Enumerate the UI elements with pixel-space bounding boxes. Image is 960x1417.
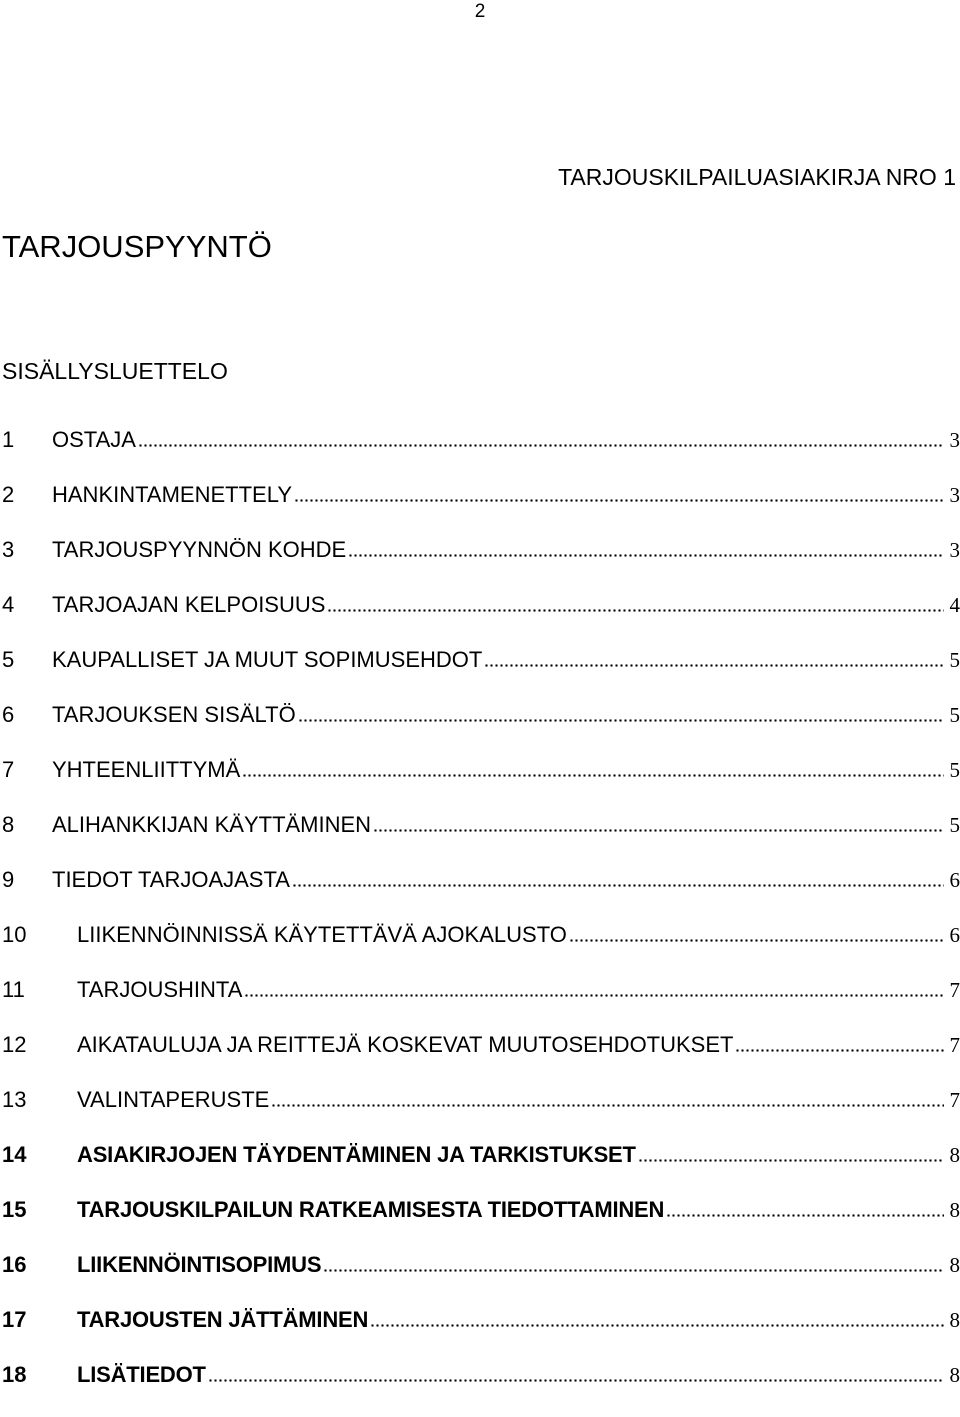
- toc-entry-number: 3: [2, 537, 52, 563]
- dot-leader: [242, 774, 943, 777]
- toc-entry-5[interactable]: [2, 647, 960, 702]
- toc-entry-18[interactable]: [2, 1362, 960, 1417]
- toc-entry-number: 17: [2, 1307, 77, 1333]
- dot-leader: [292, 884, 944, 887]
- toc-entry-14[interactable]: [2, 1142, 960, 1197]
- toc-entry-number: 12: [2, 1032, 77, 1058]
- toc-entry-number: 2: [2, 482, 52, 508]
- toc-entry-17[interactable]: [2, 1307, 960, 1362]
- toc-entry-title: TARJOAJAN KELPOISUUS: [52, 592, 325, 618]
- toc-entry-10[interactable]: [2, 922, 960, 977]
- toc-entry-title: YHTEENLIITTYMÄ: [52, 757, 240, 783]
- toc-entry-page: 8: [950, 1362, 960, 1388]
- toc-entry-page: 3: [950, 537, 960, 563]
- toc-entry-title: VALINTAPERUSTE: [77, 1087, 269, 1113]
- toc-entry-title: TARJOUSPYYNNÖN KOHDE: [52, 537, 346, 563]
- toc-entry-page: 8: [950, 1307, 960, 1333]
- toc-entry-title: ASIAKIRJOJEN TÄYDENTÄMINEN JA TARKISTUKSET: [77, 1142, 636, 1168]
- toc-entry-page: 7: [950, 1032, 960, 1058]
- table-of-contents: [2, 427, 960, 1417]
- toc-entry-page: 8: [950, 1197, 960, 1223]
- dot-leader: [208, 1379, 944, 1382]
- toc-entry-2[interactable]: [2, 482, 960, 537]
- toc-entry-page: 8: [950, 1142, 960, 1168]
- toc-entry-page: 5: [950, 702, 960, 728]
- toc-entry-title: LISÄTIEDOT: [77, 1362, 206, 1388]
- toc-entry-8[interactable]: [2, 812, 960, 867]
- toc-entry-page: 7: [950, 977, 960, 1003]
- toc-entry-page: 5: [950, 757, 960, 783]
- page-number: 2: [0, 2, 960, 22]
- toc-entry-number: 1: [2, 427, 52, 453]
- toc-entry-title: ALIHANKKIJAN KÄYTTÄMINEN: [52, 812, 371, 838]
- document-label: TARJOUSKILPAILUASIAKIRJA NRO 1: [558, 163, 956, 191]
- toc-entry-page: 7: [950, 1087, 960, 1113]
- toc-entry-title: HANKINTAMENETTELY: [52, 482, 292, 508]
- toc-entry-number: 5: [2, 647, 52, 673]
- toc-entry-page: 5: [950, 812, 960, 838]
- toc-entry-number: 15: [2, 1197, 77, 1223]
- toc-entry-13[interactable]: [2, 1087, 960, 1142]
- toc-entry-1[interactable]: [2, 427, 960, 482]
- dot-leader: [244, 994, 943, 997]
- toc-entry-page: 8: [950, 1252, 960, 1278]
- dot-leader: [348, 554, 943, 557]
- toc-entry-title: KAUPALLISET JA MUUT SOPIMUSEHDOT: [52, 647, 482, 673]
- toc-entry-title: TIEDOT TARJOAJASTA: [52, 867, 290, 893]
- dot-leader: [138, 444, 944, 447]
- toc-entry-number: 14: [2, 1142, 77, 1168]
- toc-entry-title: TARJOUSHINTA: [77, 977, 242, 1003]
- dot-leader: [294, 499, 944, 502]
- toc-entry-number: 10: [2, 922, 77, 948]
- toc-entry-number: 8: [2, 812, 52, 838]
- dot-leader: [638, 1159, 944, 1162]
- toc-entry-7[interactable]: [2, 757, 960, 812]
- toc-entry-6[interactable]: [2, 702, 960, 757]
- dot-leader: [373, 829, 943, 832]
- toc-entry-number: 16: [2, 1252, 77, 1278]
- toc-entry-page: 3: [950, 482, 960, 508]
- toc-entry-number: 6: [2, 702, 52, 728]
- dot-leader: [735, 1049, 943, 1052]
- toc-entry-title: TARJOUKSEN SISÄLTÖ: [52, 702, 296, 728]
- toc-entry-page: 4: [950, 592, 960, 618]
- toc-heading: SISÄLLYSLUETTELO: [2, 357, 228, 385]
- toc-entry-page: 5: [950, 647, 960, 673]
- toc-entry-number: 9: [2, 867, 52, 893]
- toc-entry-16[interactable]: [2, 1252, 960, 1307]
- toc-entry-title: TARJOUSKILPAILUN RATKEAMISESTA TIEDOTTAMINEN: [77, 1197, 664, 1223]
- dot-leader: [323, 1269, 943, 1272]
- toc-entry-9[interactable]: [2, 867, 960, 922]
- toc-entry-page: 3: [950, 427, 960, 453]
- toc-entry-title: LIIKENNÖINTISOPIMUS: [77, 1252, 321, 1278]
- toc-entry-number: 4: [2, 592, 52, 618]
- toc-entry-page: 6: [950, 867, 960, 893]
- dot-leader: [569, 939, 944, 942]
- toc-entry-title: AIKATAULUJA JA REITTEJÄ KOSKEVAT MUUTOSEHDOTUKSET: [77, 1032, 733, 1058]
- dot-leader: [327, 609, 943, 612]
- dot-leader: [298, 719, 944, 722]
- toc-entry-number: 11: [2, 977, 77, 1003]
- toc-entry-page: 6: [950, 922, 960, 948]
- toc-entry-title: OSTAJA: [52, 427, 136, 453]
- toc-entry-title: LIIKENNÖINNISSÄ KÄYTETTÄVÄ AJOKALUSTO: [77, 922, 567, 948]
- dot-leader: [666, 1214, 943, 1217]
- toc-entry-title: TARJOUSTEN JÄTTÄMINEN: [77, 1307, 368, 1333]
- dot-leader: [484, 664, 943, 667]
- toc-entry-number: 18: [2, 1362, 77, 1388]
- toc-entry-12[interactable]: [2, 1032, 960, 1087]
- dot-leader: [370, 1324, 943, 1327]
- toc-entry-number: 13: [2, 1087, 77, 1113]
- toc-entry-4[interactable]: [2, 592, 960, 647]
- toc-entry-3[interactable]: [2, 537, 960, 592]
- document-title: TARJOUSPYYNTÖ: [2, 228, 272, 266]
- toc-entry-15[interactable]: [2, 1197, 960, 1252]
- dot-leader: [271, 1104, 943, 1107]
- toc-entry-number: 7: [2, 757, 52, 783]
- toc-entry-11[interactable]: [2, 977, 960, 1032]
